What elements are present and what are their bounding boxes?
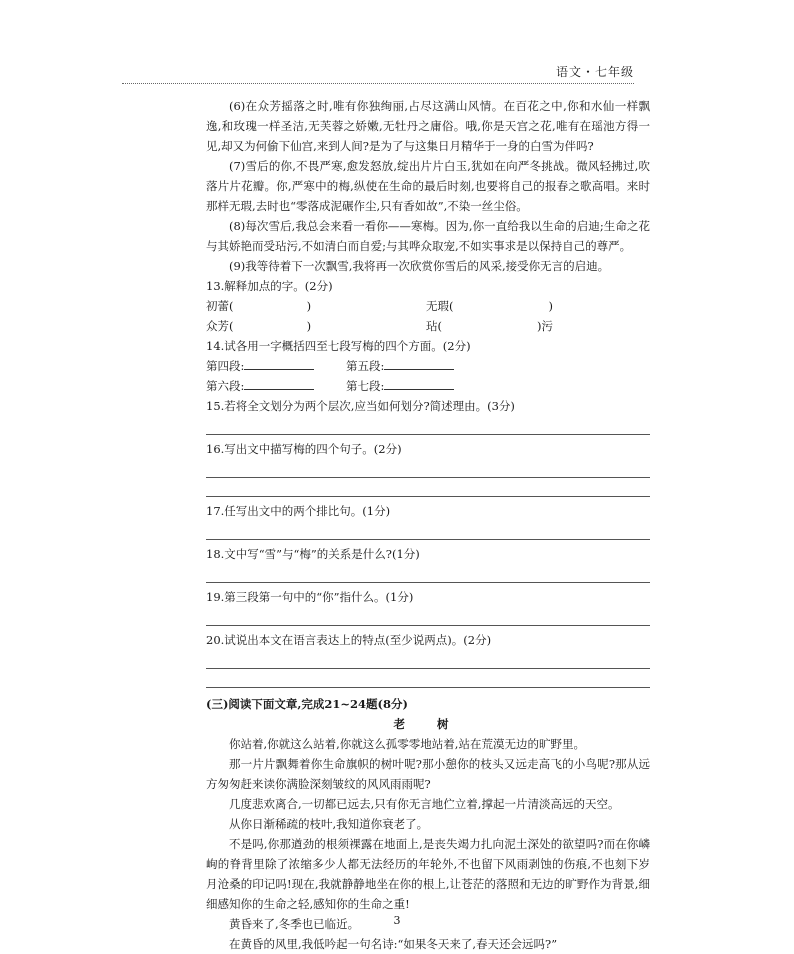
header-divider bbox=[122, 83, 634, 84]
article2-paragraph-1: 你站着,你就这么站着,你就这么孤零零地站着,站在荒漠无边的旷野里。 bbox=[229, 737, 585, 751]
q13-blank-wuxia[interactable]: 无瑕( ) bbox=[426, 299, 554, 313]
question-14-row-2 bbox=[206, 376, 650, 396]
q13-blank-dian[interactable]: 玷( )污 bbox=[426, 319, 554, 333]
question-16: 16.写出文中描写梅的四个句子。(2分) bbox=[206, 442, 402, 456]
question-15: 15.若将全文划分为两个层次,应当如何划分?简述理由。(3分) bbox=[206, 399, 515, 413]
answer-line-q17[interactable] bbox=[206, 521, 650, 540]
header-label: 语文・七年级 bbox=[555, 65, 634, 79]
question-13-row-2 bbox=[206, 316, 650, 336]
question-18: 18.文中写“雪”与“梅”的关系是什么?(1分) bbox=[206, 547, 420, 561]
q13-blank-chulei[interactable]: 初蕾( ) bbox=[206, 299, 312, 313]
article2-title: 老 树 bbox=[393, 717, 463, 731]
question-17: 17.任写出文中的两个排比句。(1分) bbox=[206, 504, 391, 518]
q14-label-p4: 第四段: bbox=[206, 359, 245, 373]
article1-paragraph-9: (9)我等待着下一次飘雪,我将再一次欣赏你雪后的风采,接受你无言的启迪。 bbox=[229, 259, 610, 273]
answer-line-q15[interactable] bbox=[206, 416, 650, 435]
article2-paragraph-5: 不是吗,你那遒劲的根须裸露在地面上,是丧失竭力扎向泥土深处的欲望吗?而在你嶙峋的脊背里除了浓缩多少人都无法经历的年轮外,不也留下风雨剥蚀的伤痕,不也刻下岁月沧桑的印记吗!现在,我就静静地坐在你的根上,让苍茫的落照和无边的旷野作为背景,细细感知你的生命之轻,感知你的生命之重! bbox=[206, 837, 650, 911]
answer-line-q20-1[interactable] bbox=[206, 650, 650, 669]
q14-label-p7: 第七段: bbox=[346, 379, 385, 393]
answer-line-q16-2[interactable] bbox=[206, 478, 650, 497]
article2-paragraph-6: 黄昏来了,冬季也已临近。 bbox=[229, 917, 360, 931]
q14-blank-p5[interactable] bbox=[384, 356, 454, 370]
answer-line-q16-1[interactable] bbox=[206, 459, 650, 478]
article2-paragraph-3: 几度悲欢离合,一切都已远去,只有你无言地伫立着,撑起一片清淡高远的天空。 bbox=[229, 797, 620, 811]
question-14-stem: 14.试各用一字概括四至七段写梅的四个方面。(2分) bbox=[206, 339, 471, 353]
q14-label-p5: 第五段: bbox=[346, 359, 385, 373]
article2-paragraph-7: 在黄昏的风里,我低吟起一句名诗:“如果冬天来了,春天还会远吗?” bbox=[229, 937, 558, 951]
article2-paragraph-4: 从你日渐稀疏的枝叶,我知道你衰老了。 bbox=[229, 817, 429, 831]
article1-body bbox=[206, 96, 650, 276]
article2-paragraph-2: 那一片片飘舞着你生命旗帜的树叶呢?那小憩你的枝头又远走高飞的小鸟呢?那从远方匆匆赶来读你满脸深刻皱纹的风风雨雨呢? bbox=[206, 757, 650, 791]
question-19: 19.第三段第一句中的“你”指什么。(1分) bbox=[206, 590, 414, 604]
q14-blank-p4[interactable] bbox=[244, 356, 314, 370]
q13-blank-zhongfang[interactable]: 众芳( ) bbox=[206, 319, 312, 333]
page-content bbox=[206, 96, 650, 954]
article1-paragraph-6: (6)在众芳摇落之时,唯有你独绚丽,占尽这满山风情。在百花之中,你和水仙一样飘逸,和玫瑰一样圣洁,无芙蓉之娇嫩,无牡丹之庸俗。哦,你是天宫之花,唯有在瑶池方得一见,却又为何偷下仙宫,来到人间?是为了与这集日月精华于一身的白雪为伴吗? bbox=[206, 99, 650, 153]
question-20: 20.试说出本文在语言表达上的特点(至少说两点)。(2分) bbox=[206, 633, 492, 647]
q14-blank-p6[interactable] bbox=[244, 376, 314, 390]
page-number: 3 bbox=[393, 914, 401, 927]
article1-paragraph-8: (8)每次雪后,我总会来看一看你——寒梅。因为,你一直给我以生命的启迪;生命之花与其娇艳而受玷污,不如清白而自爱;与其哗众取宠,不如实事求是以保持自己的尊严。 bbox=[206, 219, 650, 253]
q14-blank-p7[interactable] bbox=[384, 376, 454, 390]
article1-paragraph-7: (7)雪后的你,不畏严寒,愈发怒放,绽出片片白玉,犹如在向严冬挑战。微风轻拂过,吹落片片花瓣。你,严寒中的梅,纵使在生命的最后时刻,也要将自己的报春之歌高唱。来时那样无瑕,去时也“零落成泥碾作尘,只有香如故”,不染一丝尘俗。 bbox=[206, 159, 650, 213]
q14-label-p6: 第六段: bbox=[206, 379, 245, 393]
answer-line-q18[interactable] bbox=[206, 564, 650, 583]
section-3-title: (三)阅读下面文章,完成21~24题(8分) bbox=[206, 697, 408, 711]
question-13-stem: 13.解释加点的字。(2分) bbox=[206, 279, 333, 293]
question-14-row-1 bbox=[206, 356, 650, 376]
answer-line-q19[interactable] bbox=[206, 607, 650, 626]
question-13-row-1 bbox=[206, 296, 650, 316]
answer-line-q20-2[interactable] bbox=[206, 669, 650, 688]
